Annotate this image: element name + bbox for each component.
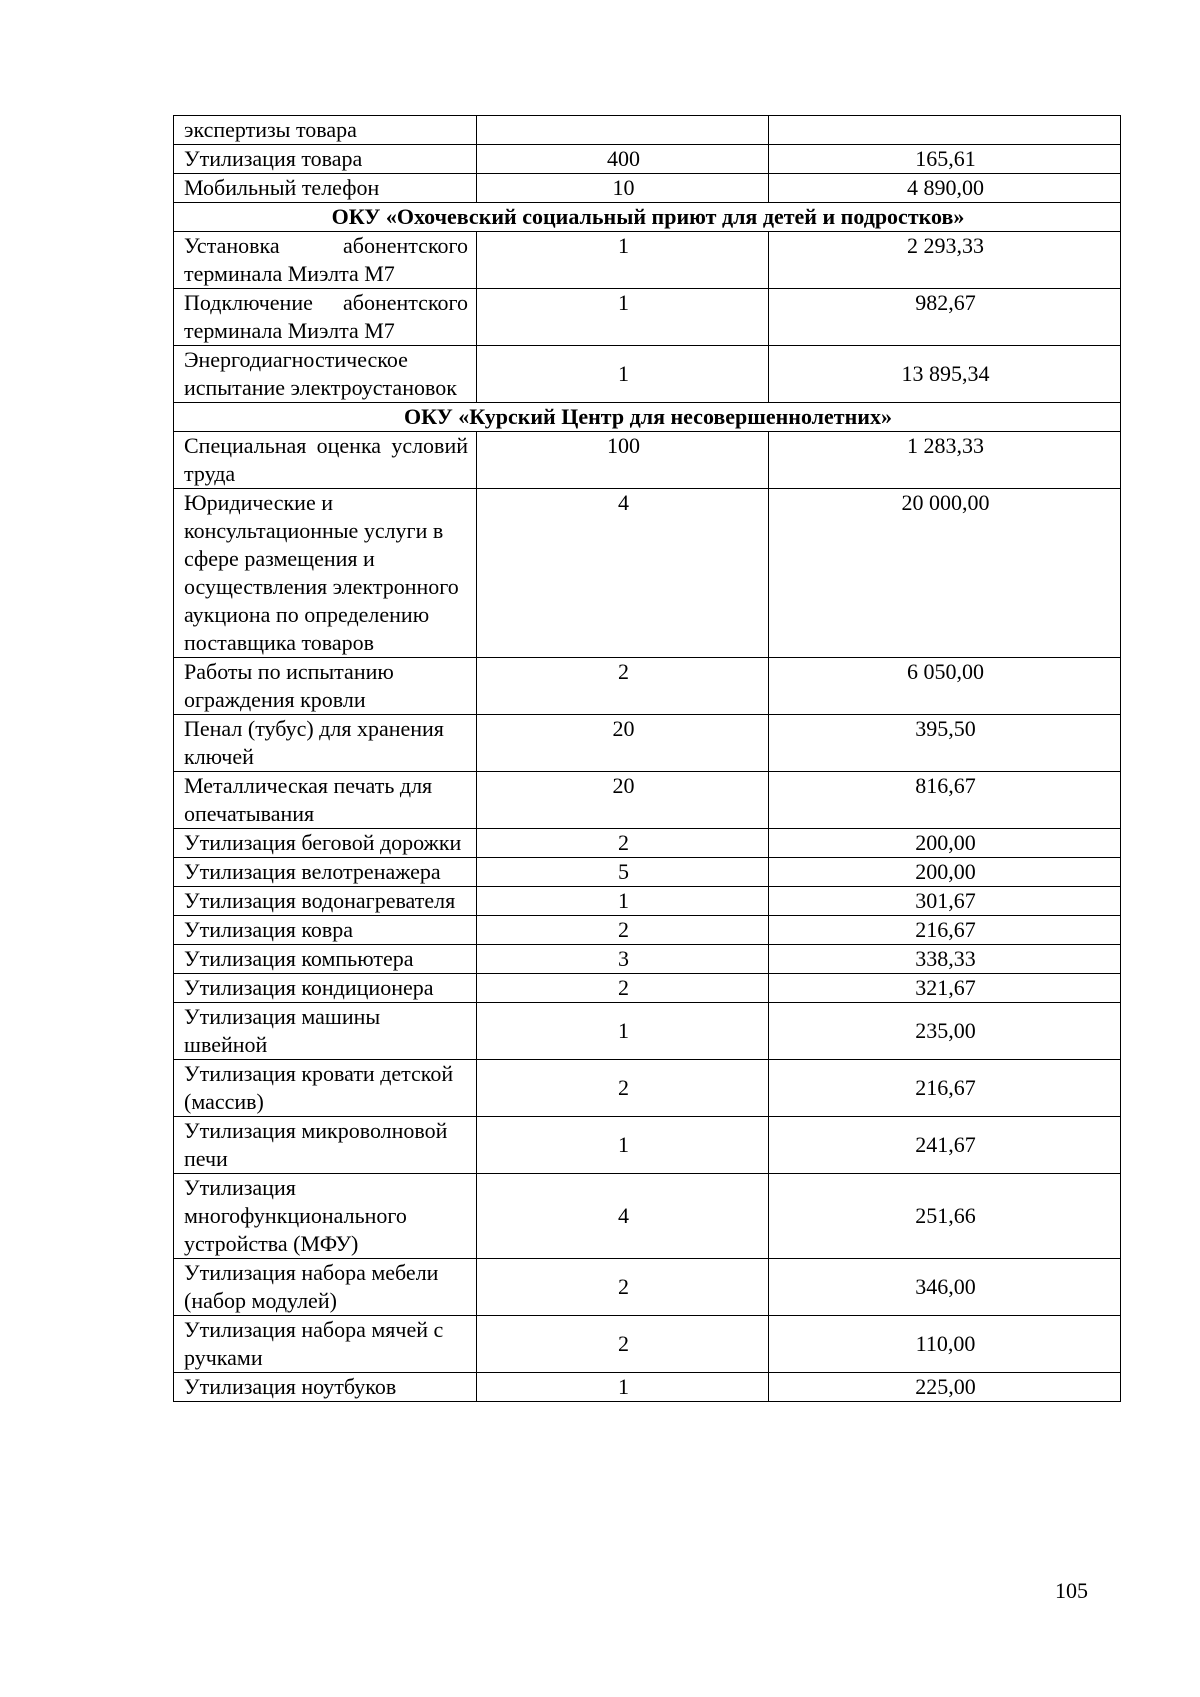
price-cell: 338,33 — [769, 945, 1121, 974]
item-name-cell: Утилизация велотренажера — [174, 858, 477, 887]
quantity-cell: 3 — [477, 945, 769, 974]
item-name-cell: Утилизация микроволновой печи — [174, 1117, 477, 1174]
table-row — [174, 945, 1121, 974]
price-cell: 20 000,00 — [769, 489, 1121, 658]
quantity-cell: 2 — [477, 916, 769, 945]
section-header-row — [174, 403, 1121, 432]
quantity-cell: 2 — [477, 829, 769, 858]
item-name-cell: Утилизация машины швейной — [174, 1003, 477, 1060]
price-cell: 321,67 — [769, 974, 1121, 1003]
item-name-cell: Работы по испытанию ограждения кровли — [174, 658, 477, 715]
table-row — [174, 489, 1121, 658]
quantity-cell: 1 — [477, 346, 769, 403]
item-name-cell: Пенал (тубус) для хранения ключей — [174, 715, 477, 772]
table-row — [174, 432, 1121, 489]
item-name-cell: Утилизация набора мебели (набор модулей) — [174, 1259, 477, 1316]
table-row — [174, 1117, 1121, 1174]
item-name-cell: Энергодиагностическое испытание электроустановок — [174, 346, 477, 403]
quantity-cell: 400 — [477, 145, 769, 174]
quantity-cell: 2 — [477, 974, 769, 1003]
table-row — [174, 658, 1121, 715]
item-name-cell: Юридические и консультационные услуги в сфере размещения и осуществления электронного аукциона по определению поставщика товаров — [174, 489, 477, 658]
quantity-cell: 1 — [477, 1117, 769, 1174]
price-cell: 165,61 — [769, 145, 1121, 174]
price-cell: 816,67 — [769, 772, 1121, 829]
table-row — [174, 715, 1121, 772]
quantity-cell — [477, 116, 769, 145]
table-row — [174, 772, 1121, 829]
quantity-cell: 1 — [477, 232, 769, 289]
item-name-cell: Мобильный телефон — [174, 174, 477, 203]
price-cell: 200,00 — [769, 829, 1121, 858]
section-title: ОКУ «Курский Центр для несовершеннолетних» — [174, 403, 1121, 432]
price-cell: 13 895,34 — [769, 346, 1121, 403]
price-table — [173, 115, 1121, 1402]
price-cell: 4 890,00 — [769, 174, 1121, 203]
quantity-cell: 1 — [477, 1373, 769, 1402]
price-cell: 251,66 — [769, 1174, 1121, 1259]
table-row — [174, 887, 1121, 916]
price-cell: 200,00 — [769, 858, 1121, 887]
price-cell: 395,50 — [769, 715, 1121, 772]
quantity-cell: 5 — [477, 858, 769, 887]
table-row — [174, 232, 1121, 289]
item-name-cell: экспертизы товара — [174, 116, 477, 145]
price-cell: 1 283,33 — [769, 432, 1121, 489]
price-cell: 110,00 — [769, 1316, 1121, 1373]
section-header-row — [174, 203, 1121, 232]
item-name-cell: Утилизация кровати детской (массив) — [174, 1060, 477, 1117]
quantity-cell: 1 — [477, 1003, 769, 1060]
price-table-body — [174, 116, 1121, 1402]
price-cell: 6 050,00 — [769, 658, 1121, 715]
quantity-cell: 2 — [477, 1259, 769, 1316]
price-cell: 301,67 — [769, 887, 1121, 916]
item-name-cell: Установка абонентского терминала Миэлта М7 — [174, 232, 477, 289]
price-cell — [769, 116, 1121, 145]
table-row — [174, 1003, 1121, 1060]
table-row — [174, 1316, 1121, 1373]
table-row — [174, 974, 1121, 1003]
quantity-cell: 2 — [477, 658, 769, 715]
table-row — [174, 174, 1121, 203]
quantity-cell: 4 — [477, 1174, 769, 1259]
table-row — [174, 829, 1121, 858]
price-cell: 346,00 — [769, 1259, 1121, 1316]
table-row — [174, 1060, 1121, 1117]
item-name-cell: Специальная оценка условий труда — [174, 432, 477, 489]
page-number: 105 — [1055, 1578, 1088, 1603]
item-name-cell: Утилизация беговой дорожки — [174, 829, 477, 858]
table-row — [174, 289, 1121, 346]
item-name-cell: Утилизация кондиционера — [174, 974, 477, 1003]
table-row — [174, 1174, 1121, 1259]
table-row — [174, 116, 1121, 145]
item-name-cell: Утилизация ноутбуков — [174, 1373, 477, 1402]
quantity-cell: 1 — [477, 887, 769, 916]
table-row — [174, 1373, 1121, 1402]
price-cell: 216,67 — [769, 1060, 1121, 1117]
item-name-cell: Утилизация водонагревателя — [174, 887, 477, 916]
price-cell: 2 293,33 — [769, 232, 1121, 289]
quantity-cell: 100 — [477, 432, 769, 489]
price-cell: 216,67 — [769, 916, 1121, 945]
table-row — [174, 1259, 1121, 1316]
price-cell: 225,00 — [769, 1373, 1121, 1402]
quantity-cell: 10 — [477, 174, 769, 203]
quantity-cell: 4 — [477, 489, 769, 658]
table-row — [174, 145, 1121, 174]
item-name-cell: Подключение абонентского терминала Миэлта М7 — [174, 289, 477, 346]
quantity-cell: 20 — [477, 715, 769, 772]
table-row — [174, 916, 1121, 945]
item-name-cell: Утилизация набора мячей с ручками — [174, 1316, 477, 1373]
item-name-cell: Утилизация многофункционального устройства (МФУ) — [174, 1174, 477, 1259]
price-cell: 235,00 — [769, 1003, 1121, 1060]
table-row — [174, 346, 1121, 403]
price-cell: 982,67 — [769, 289, 1121, 346]
quantity-cell: 2 — [477, 1060, 769, 1117]
price-cell: 241,67 — [769, 1117, 1121, 1174]
quantity-cell: 20 — [477, 772, 769, 829]
item-name-cell: Утилизация ковра — [174, 916, 477, 945]
quantity-cell: 2 — [477, 1316, 769, 1373]
item-name-cell: Утилизация компьютера — [174, 945, 477, 974]
table-row — [174, 858, 1121, 887]
section-title: ОКУ «Охочевский социальный приют для детей и подростков» — [174, 203, 1121, 232]
item-name-cell: Металлическая печать для опечатывания — [174, 772, 477, 829]
item-name-cell: Утилизация товара — [174, 145, 477, 174]
quantity-cell: 1 — [477, 289, 769, 346]
